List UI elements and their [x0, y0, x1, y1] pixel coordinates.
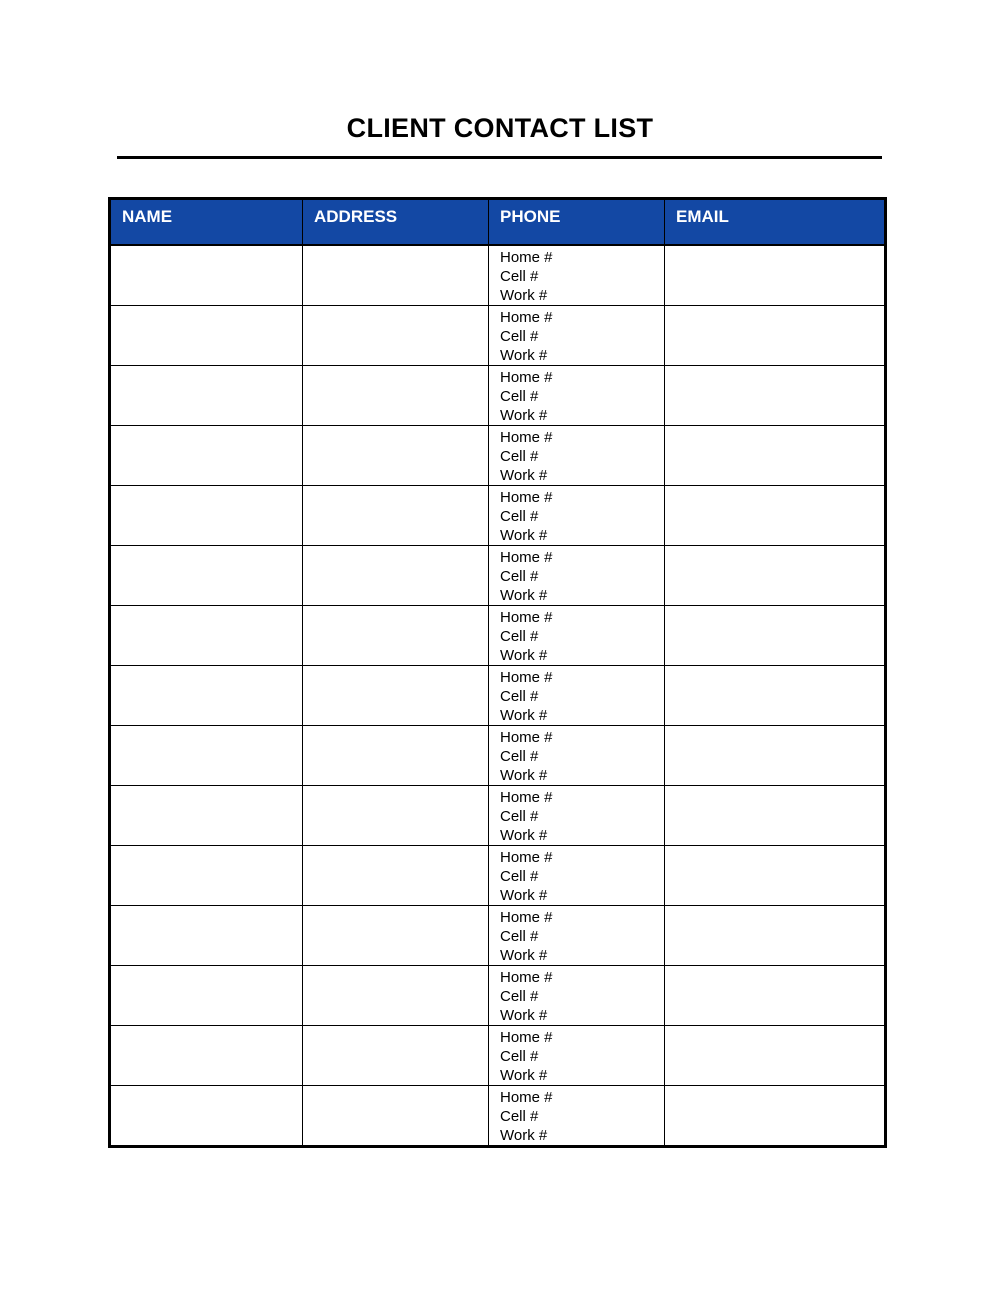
email-cell — [665, 845, 886, 905]
phone-line-label: Home # — [500, 548, 553, 566]
phone-line-label: Home # — [500, 1028, 553, 1046]
email-cell — [665, 665, 886, 725]
email-cell — [665, 905, 886, 965]
name-cell — [110, 905, 303, 965]
phone-line-label: Cell # — [500, 747, 539, 765]
address-cell — [303, 1085, 489, 1146]
phone-line-label: Cell # — [500, 627, 539, 645]
phone-line-label: Cell # — [500, 567, 539, 585]
email-cell — [665, 365, 886, 425]
table-row — [110, 245, 886, 306]
name-cell — [110, 245, 303, 306]
name-cell — [110, 605, 303, 665]
title-underline-rule — [117, 156, 882, 159]
table-body — [110, 245, 886, 1147]
phone-line-label: Home # — [500, 248, 553, 266]
header-row — [110, 199, 886, 245]
name-cell — [110, 485, 303, 545]
phone-line-label: Work # — [500, 706, 548, 724]
name-cell — [110, 845, 303, 905]
phone-cell — [489, 725, 665, 785]
table-row — [110, 905, 886, 965]
table-row — [110, 365, 886, 425]
phone-line-label: Work # — [500, 1006, 548, 1024]
email-cell — [665, 1025, 886, 1085]
name-cell — [110, 785, 303, 845]
email-cell — [665, 965, 886, 1025]
phone-cell — [489, 545, 665, 605]
name-cell — [110, 725, 303, 785]
address-cell — [303, 365, 489, 425]
phone-cell — [489, 365, 665, 425]
table-row — [110, 785, 886, 845]
phone-line-label: Cell # — [500, 327, 539, 345]
name-cell — [110, 965, 303, 1025]
phone-line-label: Cell # — [500, 507, 539, 525]
table-row — [110, 845, 886, 905]
phone-line-label: Work # — [500, 406, 548, 424]
address-cell — [303, 485, 489, 545]
address-cell — [303, 245, 489, 306]
phone-line-label: Home # — [500, 668, 553, 686]
table-row — [110, 725, 886, 785]
phone-line-label: Home # — [500, 788, 553, 806]
address-cell — [303, 785, 489, 845]
table-row — [110, 425, 886, 485]
phone-line-label: Home # — [500, 848, 553, 866]
phone-line-label: Home # — [500, 728, 553, 746]
phone-line-label: Cell # — [500, 1107, 539, 1125]
table-row — [110, 1025, 886, 1085]
client-contact-table — [108, 197, 887, 1148]
email-cell — [665, 605, 886, 665]
table-row — [110, 305, 886, 365]
address-cell — [303, 665, 489, 725]
phone-cell — [489, 245, 665, 306]
name-cell — [110, 665, 303, 725]
column-header-email: EMAIL — [665, 199, 886, 245]
phone-line-label: Work # — [500, 646, 548, 664]
table-row — [110, 965, 886, 1025]
address-cell — [303, 725, 489, 785]
email-cell — [665, 545, 886, 605]
email-cell — [665, 1085, 886, 1146]
phone-cell — [489, 1085, 665, 1146]
email-cell — [665, 245, 886, 306]
name-cell — [110, 545, 303, 605]
phone-line-label: Cell # — [500, 807, 539, 825]
name-cell — [110, 365, 303, 425]
name-cell — [110, 1085, 303, 1146]
phone-line-label: Cell # — [500, 987, 539, 1005]
phone-line-label: Work # — [500, 346, 548, 364]
phone-line-label: Work # — [500, 886, 548, 904]
column-header-name: NAME — [110, 199, 303, 245]
phone-line-label: Work # — [500, 286, 548, 304]
address-cell — [303, 965, 489, 1025]
email-cell — [665, 425, 886, 485]
address-cell — [303, 845, 489, 905]
phone-cell — [489, 665, 665, 725]
phone-line-label: Home # — [500, 908, 553, 926]
address-cell — [303, 425, 489, 485]
table-row — [110, 485, 886, 545]
table-row — [110, 665, 886, 725]
address-cell — [303, 305, 489, 365]
phone-cell — [489, 905, 665, 965]
email-cell — [665, 305, 886, 365]
column-header-phone: PHONE — [489, 199, 665, 245]
phone-cell — [489, 785, 665, 845]
email-cell — [665, 785, 886, 845]
phone-line-label: Work # — [500, 766, 548, 784]
phone-line-label: Work # — [500, 1066, 548, 1084]
name-cell — [110, 305, 303, 365]
name-cell — [110, 425, 303, 485]
phone-line-label: Home # — [500, 368, 553, 386]
phone-line-label: Home # — [500, 428, 553, 446]
address-cell — [303, 605, 489, 665]
table-row — [110, 605, 886, 665]
phone-cell — [489, 965, 665, 1025]
phone-line-label: Home # — [500, 608, 553, 626]
phone-cell — [489, 305, 665, 365]
phone-cell — [489, 605, 665, 665]
phone-cell — [489, 485, 665, 545]
page-title: CLIENT CONTACT LIST — [346, 113, 654, 143]
phone-line-label: Work # — [500, 586, 548, 604]
phone-line-label: Home # — [500, 488, 553, 506]
phone-cell — [489, 425, 665, 485]
table-row — [110, 1085, 886, 1146]
address-cell — [303, 905, 489, 965]
email-cell — [665, 725, 886, 785]
phone-line-label: Work # — [500, 946, 548, 964]
phone-line-label: Cell # — [500, 267, 539, 285]
phone-line-label: Cell # — [500, 867, 539, 885]
phone-line-label: Home # — [500, 1088, 553, 1106]
phone-line-label: Home # — [500, 968, 553, 986]
email-cell — [665, 485, 886, 545]
phone-line-label: Cell # — [500, 927, 539, 945]
name-cell — [110, 1025, 303, 1085]
address-cell — [303, 545, 489, 605]
phone-cell — [489, 1025, 665, 1085]
phone-line-label: Home # — [500, 308, 553, 326]
phone-line-label: Cell # — [500, 447, 539, 465]
phone-line-label: Cell # — [500, 387, 539, 405]
table-row — [110, 545, 886, 605]
phone-line-label: Cell # — [500, 1047, 539, 1065]
phone-line-label: Work # — [500, 1126, 548, 1144]
address-cell — [303, 1025, 489, 1085]
phone-line-label: Work # — [500, 526, 548, 544]
phone-cell — [489, 845, 665, 905]
phone-line-label: Work # — [500, 826, 548, 844]
phone-line-label: Cell # — [500, 687, 539, 705]
phone-line-label: Work # — [500, 466, 548, 484]
column-header-address: ADDRESS — [303, 199, 489, 245]
table-header — [110, 199, 886, 245]
